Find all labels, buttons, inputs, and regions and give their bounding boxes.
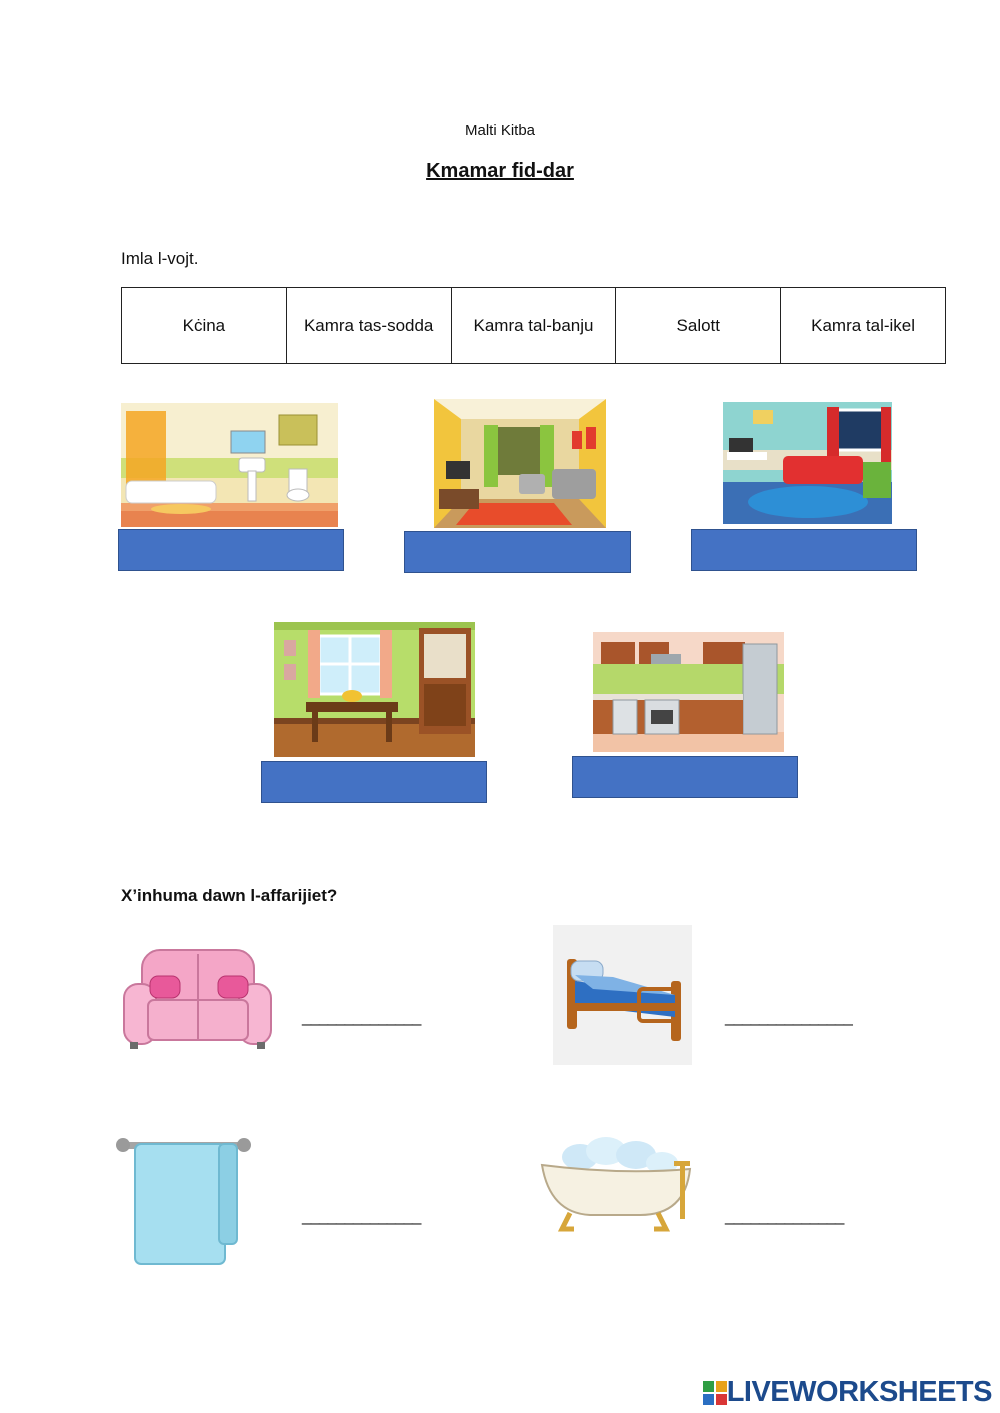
answer-box-dining-room[interactable] [261, 761, 487, 803]
liveworksheets-logo [703, 1376, 992, 1409]
word-bank-bathroom: Kamra tal-banju [451, 288, 616, 364]
sofa-illustration [122, 946, 273, 1051]
bedroom-illustration [723, 402, 892, 524]
towel-illustration [115, 1136, 252, 1266]
answer-box-living-room[interactable] [404, 531, 631, 573]
liveworksheets-grid-icon [703, 1381, 727, 1405]
answer-box-kitchen[interactable] [572, 756, 798, 798]
bathroom-illustration [121, 403, 338, 527]
answer-line-towel[interactable]: ______________ [302, 1206, 421, 1225]
kitchen-illustration [593, 632, 784, 752]
bathtub-illustration [540, 1135, 697, 1232]
living-room-illustration [434, 399, 606, 528]
instruction-fill-blanks: Imla l-vojt. [121, 249, 199, 268]
brand-text: LIVEWORKSHEETS [726, 1376, 992, 1408]
page-title: Kmamar fid-dar [426, 160, 574, 182]
word-bank-living-room: Salott [616, 288, 781, 364]
dining-room-illustration [274, 622, 475, 757]
answer-line-bed[interactable]: _______________ [725, 1007, 852, 1026]
question-what-are-these: X’inhuma dawn l-affarijiet? [121, 886, 338, 905]
word-bank-bedroom: Kamra tas-sodda [286, 288, 451, 364]
subject-label: Malti Kitba [464, 122, 536, 139]
word-bank-table [121, 287, 946, 364]
answer-line-sofa[interactable]: ______________ [302, 1007, 421, 1026]
bed-illustration [553, 925, 692, 1065]
answer-line-bathtub[interactable]: ______________ [725, 1206, 844, 1225]
word-bank-kcina: Kċina [122, 288, 287, 364]
answer-box-bathroom[interactable] [118, 529, 344, 571]
word-bank-dining-room: Kamra tal-ikel [781, 288, 946, 364]
answer-box-bedroom[interactable] [691, 529, 917, 571]
